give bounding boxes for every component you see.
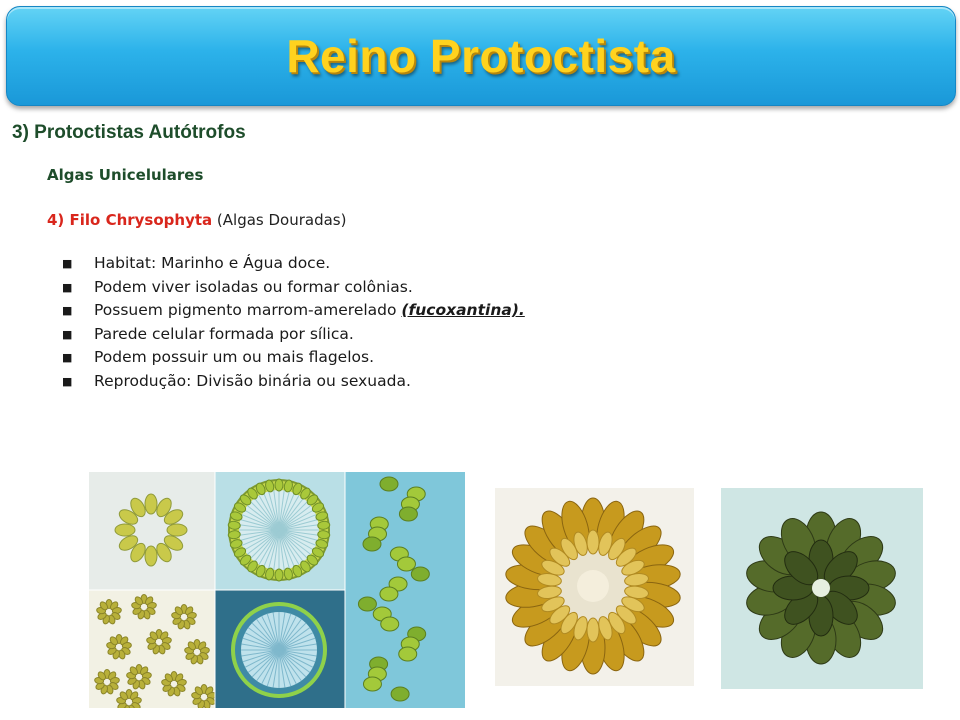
filo-name: 4) Filo Chrysophyta [47, 211, 213, 229]
dark-colony-photo [721, 488, 923, 689]
filo-line [47, 211, 346, 229]
list-item [62, 346, 525, 370]
title-banner [6, 6, 956, 106]
bullet-text: Podem possuir um ou mais flagelos. [94, 348, 374, 366]
golden-colony-photo [495, 488, 694, 686]
subheading: Algas Unicelulares [47, 166, 204, 184]
section-heading: 3) Protoctistas Autótrofos [12, 122, 246, 143]
bullet-marker: ■ [62, 257, 73, 270]
list-item [62, 370, 525, 394]
list-item [62, 276, 525, 300]
list-item [62, 299, 525, 323]
list-item [62, 252, 525, 276]
bullet-text: Podem viver isoladas ou formar colônias. [94, 277, 413, 296]
bullet-list [62, 252, 525, 393]
slide-title: Reino Protoctista [286, 30, 676, 82]
algae-photo-collage [89, 472, 465, 708]
bullet-text: Reprodução: Divisão binária ou sexuada. [94, 371, 411, 390]
bullet-emphasis: (fucoxantina). [401, 301, 525, 319]
bullet-text: Parede celular formada por sílica. [94, 324, 354, 343]
bullet-marker: ■ [62, 327, 73, 341]
bullet-marker: ■ [62, 280, 73, 294]
bullet-marker: ■ [62, 304, 73, 317]
bullet-marker: ■ [62, 374, 73, 388]
bullet-marker: ■ [62, 351, 73, 364]
filo-common-name: (Algas Douradas) [212, 211, 347, 229]
bullet-text: Habitat: Marinho e Água doce. [94, 254, 331, 272]
list-item [62, 323, 525, 347]
bullet-text: Possuem pigmento marrom-amerelado [94, 301, 402, 319]
